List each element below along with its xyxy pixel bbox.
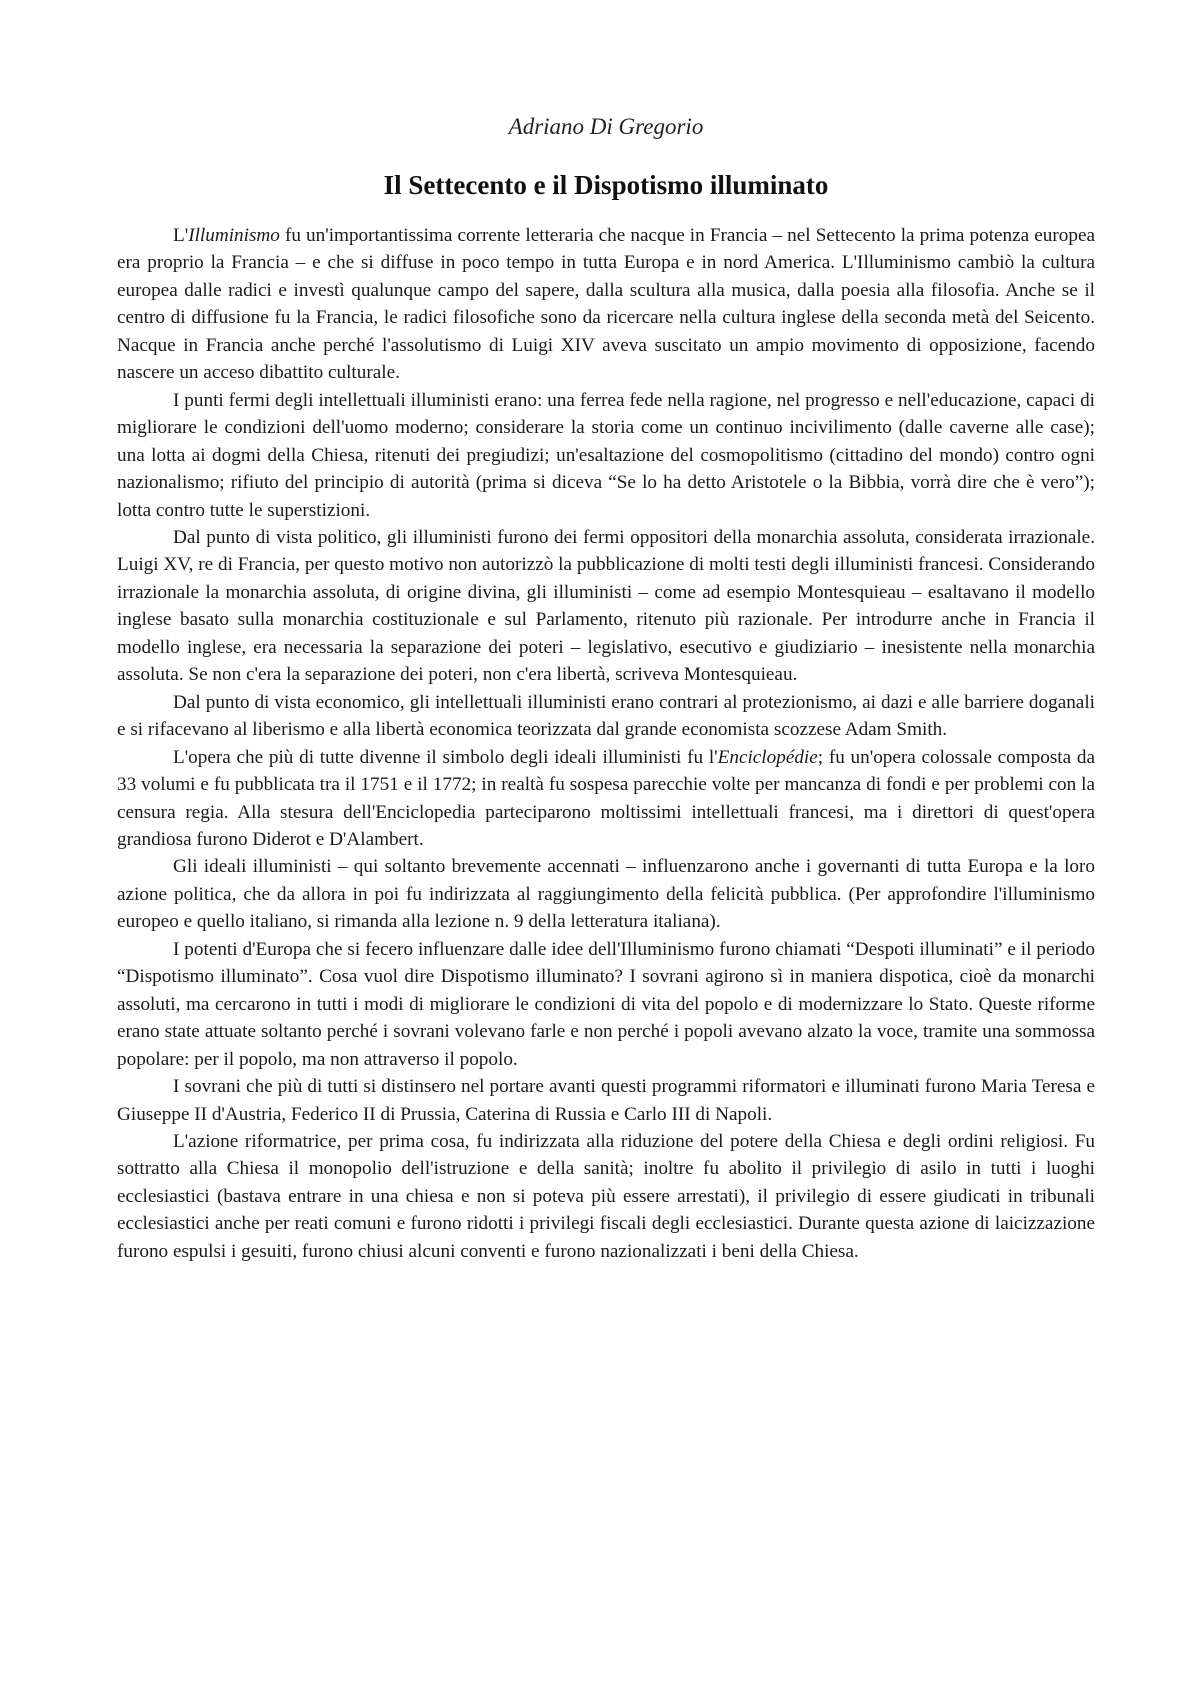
paragraph: L'Illuminismo fu un'importantissima corrente letteraria che nacque in Francia – nel Settecento la prima potenza europea era proprio la Francia – e che si diffuse in poco tempo in tutta Europa e in nord America. L'Illuminismo cambiò la cultura europea dalle radici e investì qualunque campo del sapere, dalla scultura alla musica, dalla poesia alla filosofia. Anche se il centro di diffusione fu la Francia, le radici filosofiche sono da ricercare nella cultura inglese della seconda metà del Seicento. Nacque in Francia anche perché l'assolutismo di Luigi XIV aveva suscitato un ampio movimento di opposizione, facendo nascere un acceso dibattito culturale. [117,225,1095,384]
emphasis-enciclopedie: Enciclopédie [717,746,818,768]
document-title: Il Settecento e il Dispotismo illuminato [383,170,829,200]
paragraph: L'opera che più di tutte divenne il simbolo degli ideali illuministi fu l'Enciclopédie; fu un'opera colossale composta da 33 volumi e fu pubblicata tra il 1751 e il 1772; in realtà fu sospesa parecchie volte per mancanza di fondi e per problemi con la censura regia. Alla stesura dell'Enciclopedia parteciparono moltissimi intellettuali francesi, ma i direttori di quest'opera grandiosa furono Diderot e D'Alambert. [117,746,1095,850]
paragraph: I punti fermi degli intellettuali illuministi erano: una ferrea fede nella ragione, nel progresso e nell'educazione, capaci di migliorare le condizioni dell'uomo moderno; considerare la storia come un continuo incivilimento (dalle caverne alle case); una lotta ai dogmi della Chiesa, ritenuti dei pregiudizi; un'esaltazione del cosmopolitismo (cittadino del mondo) contro ogni nazionalismo; rifiuto del principio di autorità (prima si diceva “Se lo ha detto Aristotele o la Bibbia, vorrà dire che è vero”); lotta contro tutte le superstizioni. [117,389,1095,521]
paragraph: Dal punto di vista economico, gli intellettuali illuministi erano contrari al protezionismo, ai dazi e alle barriere doganali e si rifacevano al liberismo e alla libertà economica teorizzata dal grande economista scozzese Adam Smith. [117,691,1095,741]
paragraph: L'azione riformatrice, per prima cosa, fu indirizzata alla riduzione del potere della Chiesa e degli ordini religiosi. Fu sottratto alla Chiesa il monopolio dell'istruzione e della sanità; inoltre fu abolito il privilegio di asilo in tutti i luoghi ecclesiastici (bastava entrare in una chiesa e non si poteva più essere arrestati), il privilegio di essere giudicati in tribunali ecclesiastici anche per reati comuni e furono ridotti i privilegi fiscali degli ecclesiastici. Durante questa azione di laicizzazione furono espulsi i gesuiti, furono chiusi alcuni conventi e furono nazionalizzati i beni della Chiesa. [117,1130,1095,1262]
paragraph: I potenti d'Europa che si fecero influenzare dalle idee dell'Illuminismo furono chiamati “Despoti illuminati” e il periodo “Dispotismo illuminato”. Cosa vuol dire Dispotismo illuminato? I sovrani agirono sì in maniera dispotica, cioè da monarchi assoluti, ma cercarono in tutti i modi di migliorare le condizioni di vita del popolo e di modernizzare lo Stato. Queste riforme erano state attuate soltanto perché i sovrani volevano farle e non perché i popoli avevano alzato la voce, tramite una sommossa popolare: per il popolo, ma non attraverso il popolo. [117,938,1095,1070]
paragraph: Gli ideali illuministi – qui soltanto brevemente accennati – influenzarono anche i governanti di tutta Europa e la loro azione politica, che da allora in poi fu indirizzata al raggiungimento della felicità pubblica. (Per approfondire l'illuminismo europeo e quello italiano, si rimanda alla lezione n. 9 della letteratura italiana). [117,856,1095,933]
document-page [117,112,1095,1265]
paragraph: Dal punto di vista politico, gli illuministi furono dei fermi oppositori della monarchia assoluta, considerata irrazionale. Luigi XV, re di Francia, per questo motivo non autorizzò la pubblicazione di molti testi degli illuministi francesi. Considerando irrazionale la monarchia assoluta, di origine divina, gli illuministi – come ad esempio Montesquieau – esaltavano il modello inglese basato sulla monarchia costituzionale e sul Parlamento, ritenuto più razionale. Per introdurre anche in Francia il modello inglese, era necessaria la separazione dei poteri – legislativo, esecutivo e giudiziario – inesistente nella monarchia assoluta. Se non c'era la separazione dei poteri, non c'era libertà, scriveva Montesquieau. [117,526,1095,686]
paragraph: I sovrani che più di tutti si distinsero nel portare avanti questi programmi riformatori e illuminati furono Maria Teresa e Giuseppe II d'Austria, Federico II di Prussia, Caterina di Russia e Carlo III di Napoli. [117,1076,1095,1125]
author-name: Adriano Di Gregorio [508,114,704,139]
document-body [117,222,1095,1265]
emphasis-illuminismo: Illuminismo [188,225,280,246]
